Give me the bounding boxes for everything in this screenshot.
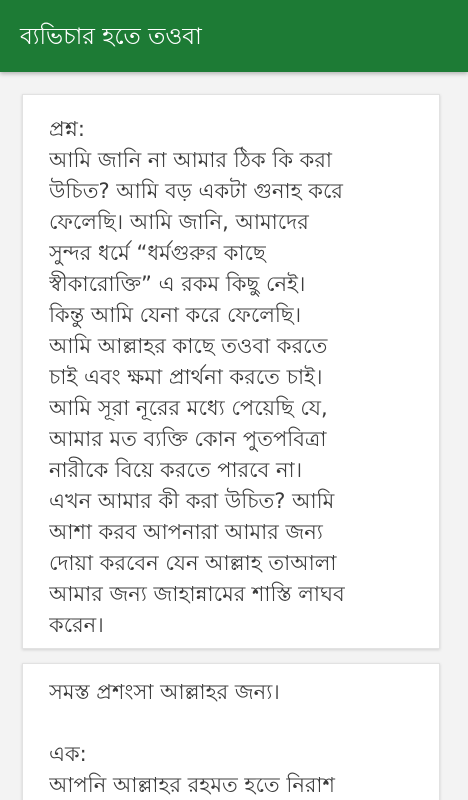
- answer-card: [22, 663, 440, 800]
- question-line: আমি সূরা নূরের মধ্যে পেয়েছি যে,: [49, 396, 328, 420]
- question-line: এখন আমার কী করা উচিত? আমি: [49, 489, 335, 513]
- question-line: আমি আল্লাহর কাছে তওবা করতে: [49, 334, 328, 358]
- article-content[interactable]: [0, 72, 468, 800]
- answer-line: আপনি আল্লাহর রহমত হতে নিরাশ: [49, 773, 335, 797]
- question-line: আমার জন্য জাহান্নামের শাস্তি লাঘব: [49, 582, 345, 606]
- question-line: আমার মত ব্যক্তি কোন পুতপবিত্রা: [49, 427, 327, 451]
- paragraph-spacer: [49, 708, 427, 739]
- question-line: কিন্তু আমি যেনা করে ফেলেছি।: [49, 303, 302, 327]
- question-line: চাই এবং ক্ষমা প্রার্থনা করতে চাই।: [49, 365, 323, 389]
- question-label: প্রশ্ন:: [49, 117, 85, 141]
- question-line: নারীকে বিয়ে করতে পারবে না।: [49, 458, 303, 482]
- app-bar: [0, 0, 468, 72]
- question-line: সুন্দর ধর্মে “ধর্মগুরুর কাছে: [49, 241, 266, 265]
- page-title: ব্যভিচার হতে তওবা: [20, 24, 202, 50]
- question-line: স্বীকারোক্তি” এ রকম কিছু নেই।: [49, 272, 306, 296]
- question-line: আমি জানি না আমার ঠিক কি করা: [49, 148, 333, 172]
- answer-section-label: এক:: [49, 742, 87, 766]
- question-line: দোয়া করবেন যেন আল্লাহ তাআলা: [49, 551, 337, 575]
- question-line: আশা করব আপনারা আমার জন্য: [49, 520, 323, 544]
- question-line: করেন।: [49, 613, 104, 637]
- question-line: উচিত? আমি বড় একটা গুনাহ করে: [49, 179, 343, 203]
- question-line: ফেলেছি। আমি জানি, আমাদের: [49, 210, 309, 234]
- answer-intro: সমস্ত প্রশংসা আল্লাহর জন্য।: [49, 680, 280, 704]
- question-card: [22, 94, 440, 649]
